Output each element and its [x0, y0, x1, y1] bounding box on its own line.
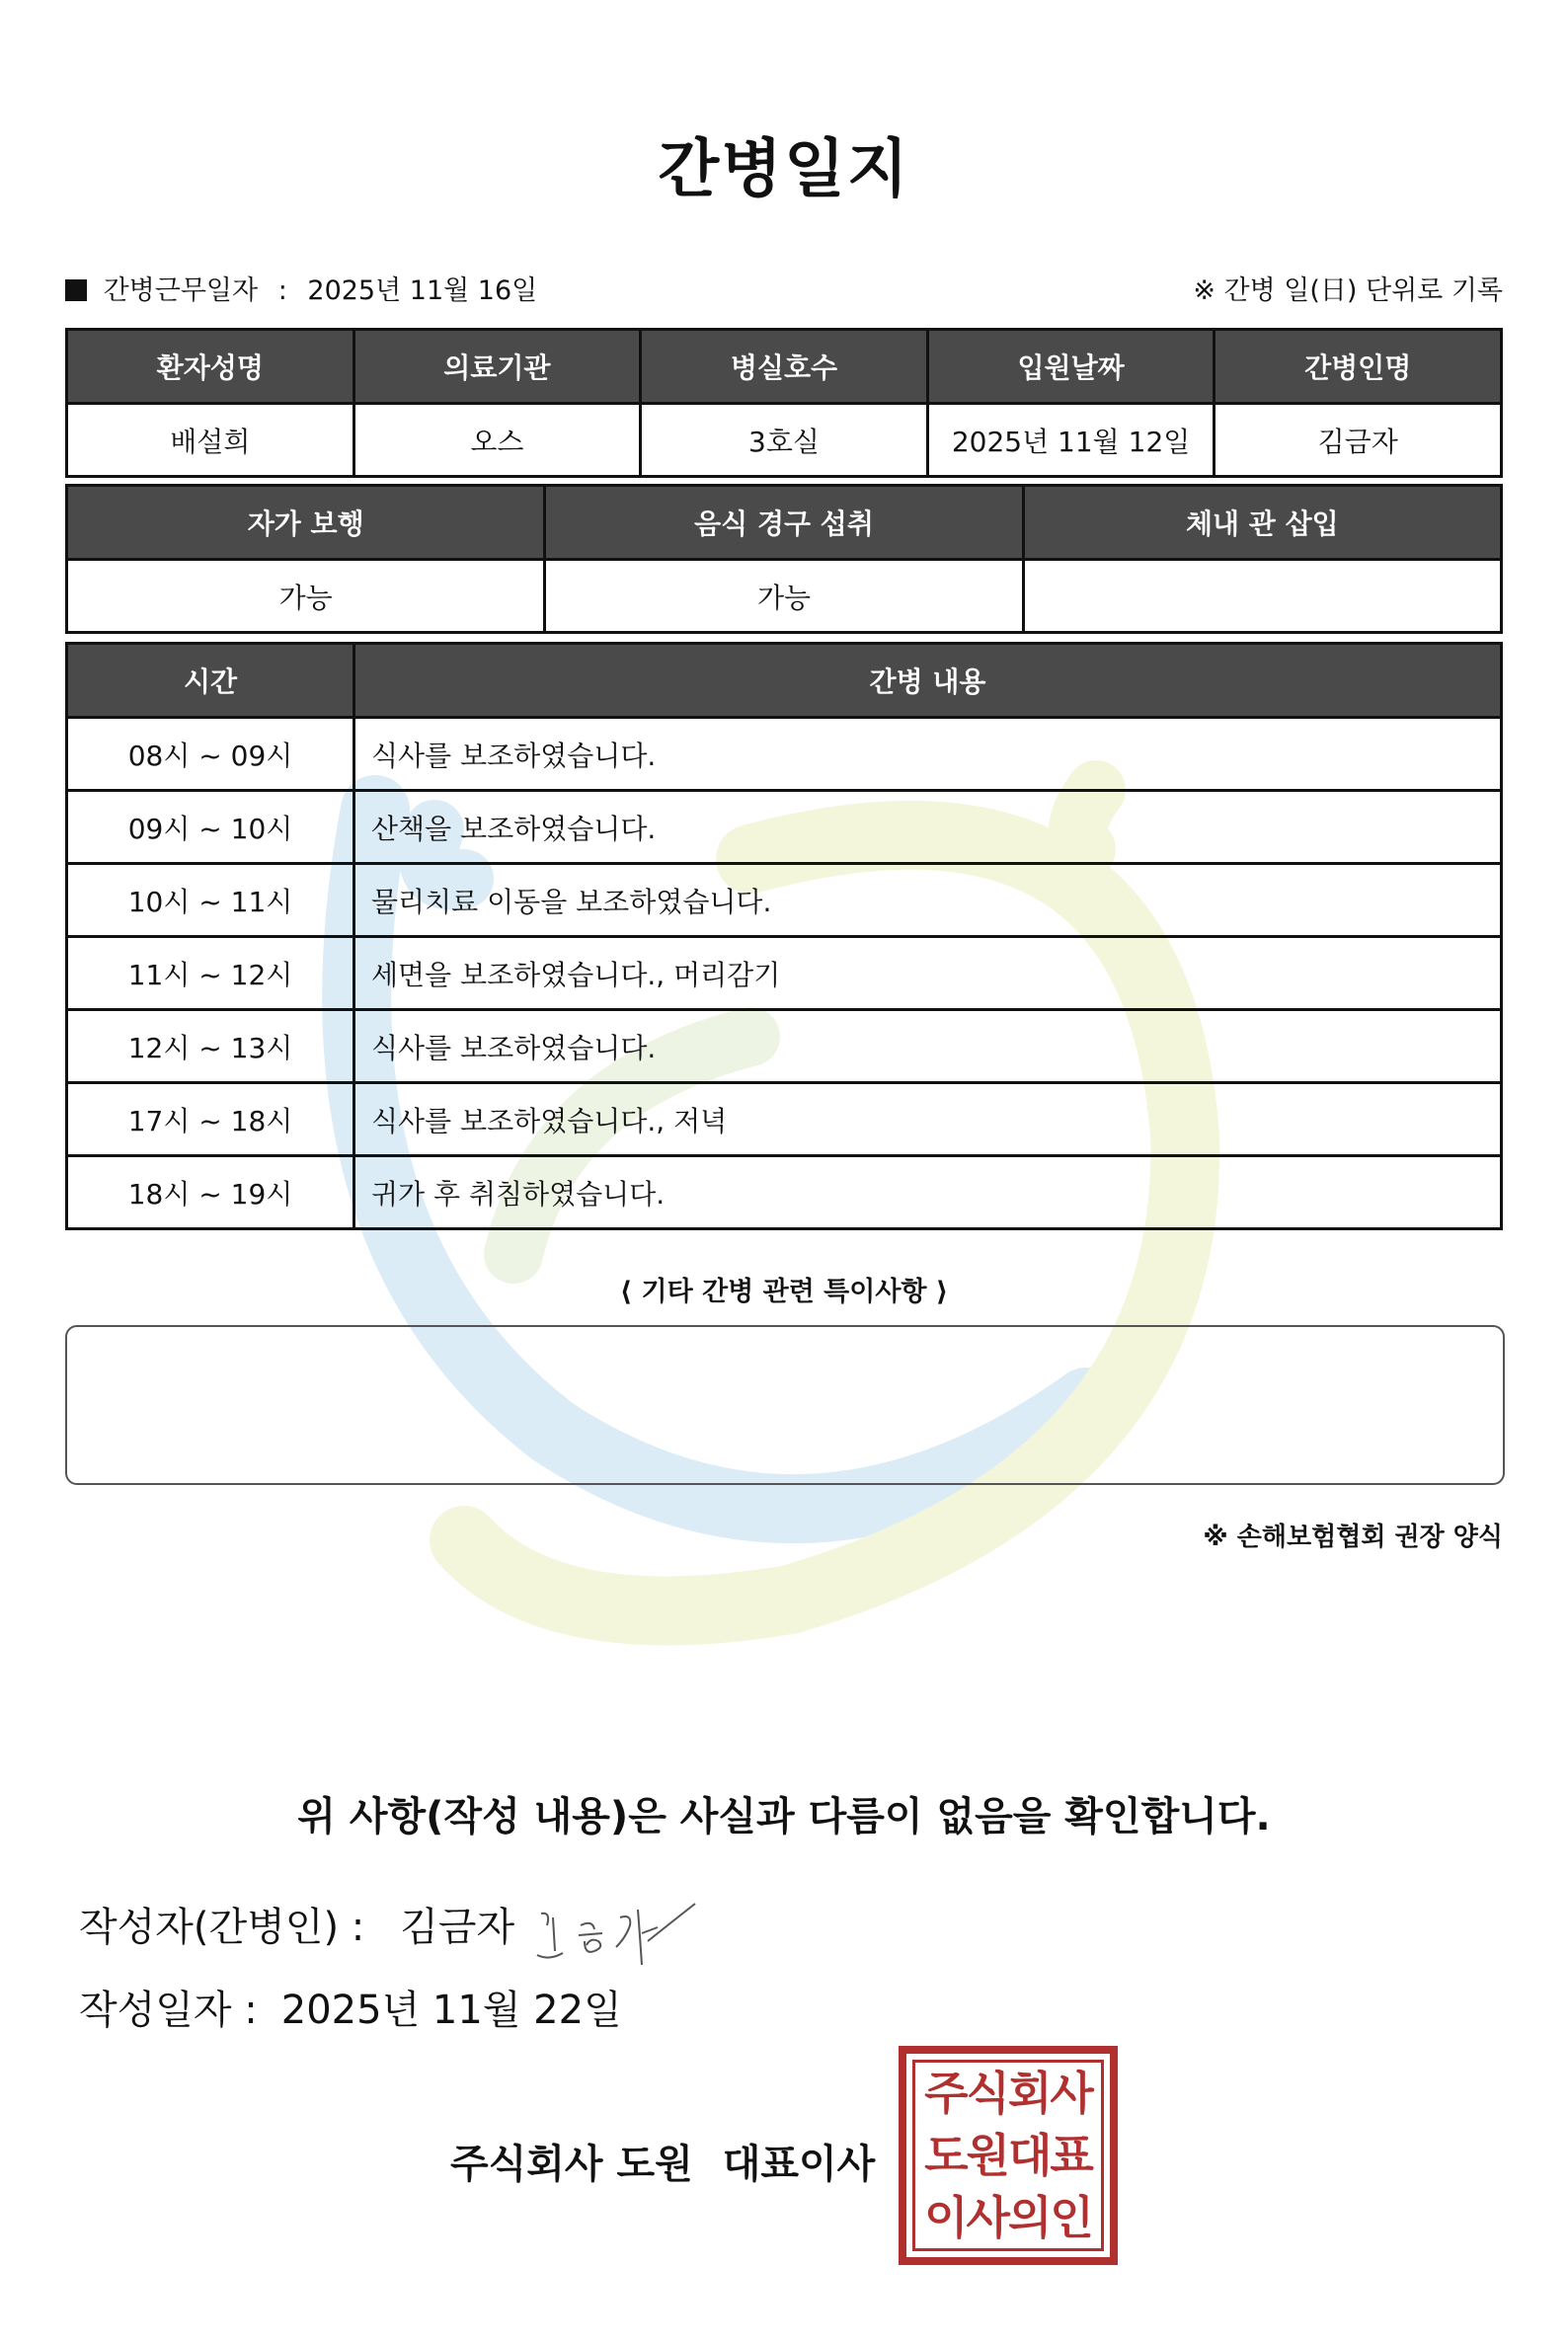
table-header-row [67, 330, 1502, 404]
written-date-line [79, 1979, 622, 2035]
company-seal [899, 2046, 1118, 2265]
log-time: 12시 ~ 13시 [67, 1010, 354, 1083]
log-content: 식사를 보조하였습니다., 저녁 [354, 1083, 1502, 1156]
work-date-value: 2025년 11월 16일 [307, 275, 538, 306]
header-tube-insertion: 체내 관 삽입 [1023, 486, 1501, 560]
writer-line [79, 1896, 514, 1952]
company-line [450, 2133, 875, 2189]
log-time: 18시 ~ 19시 [67, 1156, 354, 1229]
table-row [67, 864, 1502, 937]
table-row [67, 791, 1502, 864]
remarks-box [65, 1325, 1505, 1485]
handwritten-signature [529, 1896, 707, 1975]
header-oral-intake: 음식 경구 섭취 [545, 486, 1023, 560]
log-content: 귀가 후 취침하였습니다. [354, 1156, 1502, 1229]
table-row [67, 404, 1502, 477]
table-row [67, 1010, 1502, 1083]
header-room: 병실호수 [641, 330, 928, 404]
seal-line-2: 도원대표 [924, 2128, 1092, 2182]
header-patient-name: 환자성명 [67, 330, 354, 404]
recommendation-note: ※ 손해보험협회 권장 양식 [1203, 1523, 1503, 1552]
log-content: 세면을 보조하였습니다., 머리감기 [354, 937, 1502, 1010]
table-header-row [67, 486, 1502, 560]
log-content: 산책을 보조하였습니다. [354, 791, 1502, 864]
work-date-separator: : [277, 275, 287, 306]
table-row [67, 560, 1502, 633]
care-log-table [65, 642, 1503, 1230]
header-admission-date: 입원날짜 [927, 330, 1215, 404]
document-title: 간병일지 [658, 133, 910, 206]
work-date-label: 간병근무일자 [103, 275, 259, 306]
work-date-line [65, 269, 537, 307]
confirmation-statement: 위 사항(작성 내용)은 사실과 다름이 없음을 확인합니다. [297, 1794, 1271, 1839]
header-care-content: 간병 내용 [354, 644, 1502, 718]
table-row [67, 937, 1502, 1010]
company-name: 주식회사 도원 [450, 2142, 693, 2187]
written-date-value: 2025년 11월 22일 [280, 1988, 622, 2033]
remarks-title: ⟨ 기타 간병 관련 특이사항 ⟩ [619, 1277, 949, 1307]
writer-label: 작성자(간병인) : [79, 1905, 365, 1950]
company-representative-title: 대표이사 [722, 2142, 876, 2187]
patient-info-table [65, 328, 1503, 478]
log-content: 식사를 보조하였습니다. [354, 718, 1502, 791]
header-caregiver-name: 간병인명 [1215, 330, 1502, 404]
square-bullet-icon [65, 279, 87, 301]
seal-line-3: 이사의인 [924, 2190, 1092, 2244]
writer-name: 김금자 [400, 1905, 515, 1950]
seal-frame [912, 2060, 1104, 2251]
log-time: 08시 ~ 09시 [67, 718, 354, 791]
header-walking: 자가 보행 [67, 486, 545, 560]
table-row [67, 1083, 1502, 1156]
patient-name: 배설희 [67, 404, 354, 477]
log-content: 물리치료 이동을 보조하였습니다. [354, 864, 1502, 937]
patient-status-table [65, 484, 1503, 634]
admission-date: 2025년 11월 12일 [927, 404, 1215, 477]
log-content: 식사를 보조하였습니다. [354, 1010, 1502, 1083]
unit-note: ※ 간병 일(日) 단위로 기록 [1193, 275, 1503, 306]
header-hospital: 의료기관 [353, 330, 641, 404]
walking-status: 가능 [67, 560, 545, 633]
meta-row [65, 269, 1503, 308]
seal-line-1: 주식회사 [924, 2067, 1092, 2121]
header-time: 시간 [67, 644, 354, 718]
written-date-label: 작성일자 : [79, 1988, 258, 2033]
tube-insertion-status [1023, 560, 1501, 633]
table-row [67, 1156, 1502, 1229]
oral-intake-status: 가능 [545, 560, 1023, 633]
hospital: 오스 [353, 404, 641, 477]
table-header-row [67, 644, 1502, 718]
room-number: 3호실 [641, 404, 928, 477]
log-time: 17시 ~ 18시 [67, 1083, 354, 1156]
log-time: 10시 ~ 11시 [67, 864, 354, 937]
log-time: 11시 ~ 12시 [67, 937, 354, 1010]
table-row [67, 718, 1502, 791]
caregiver-name: 김금자 [1215, 404, 1502, 477]
log-time: 09시 ~ 10시 [67, 791, 354, 864]
